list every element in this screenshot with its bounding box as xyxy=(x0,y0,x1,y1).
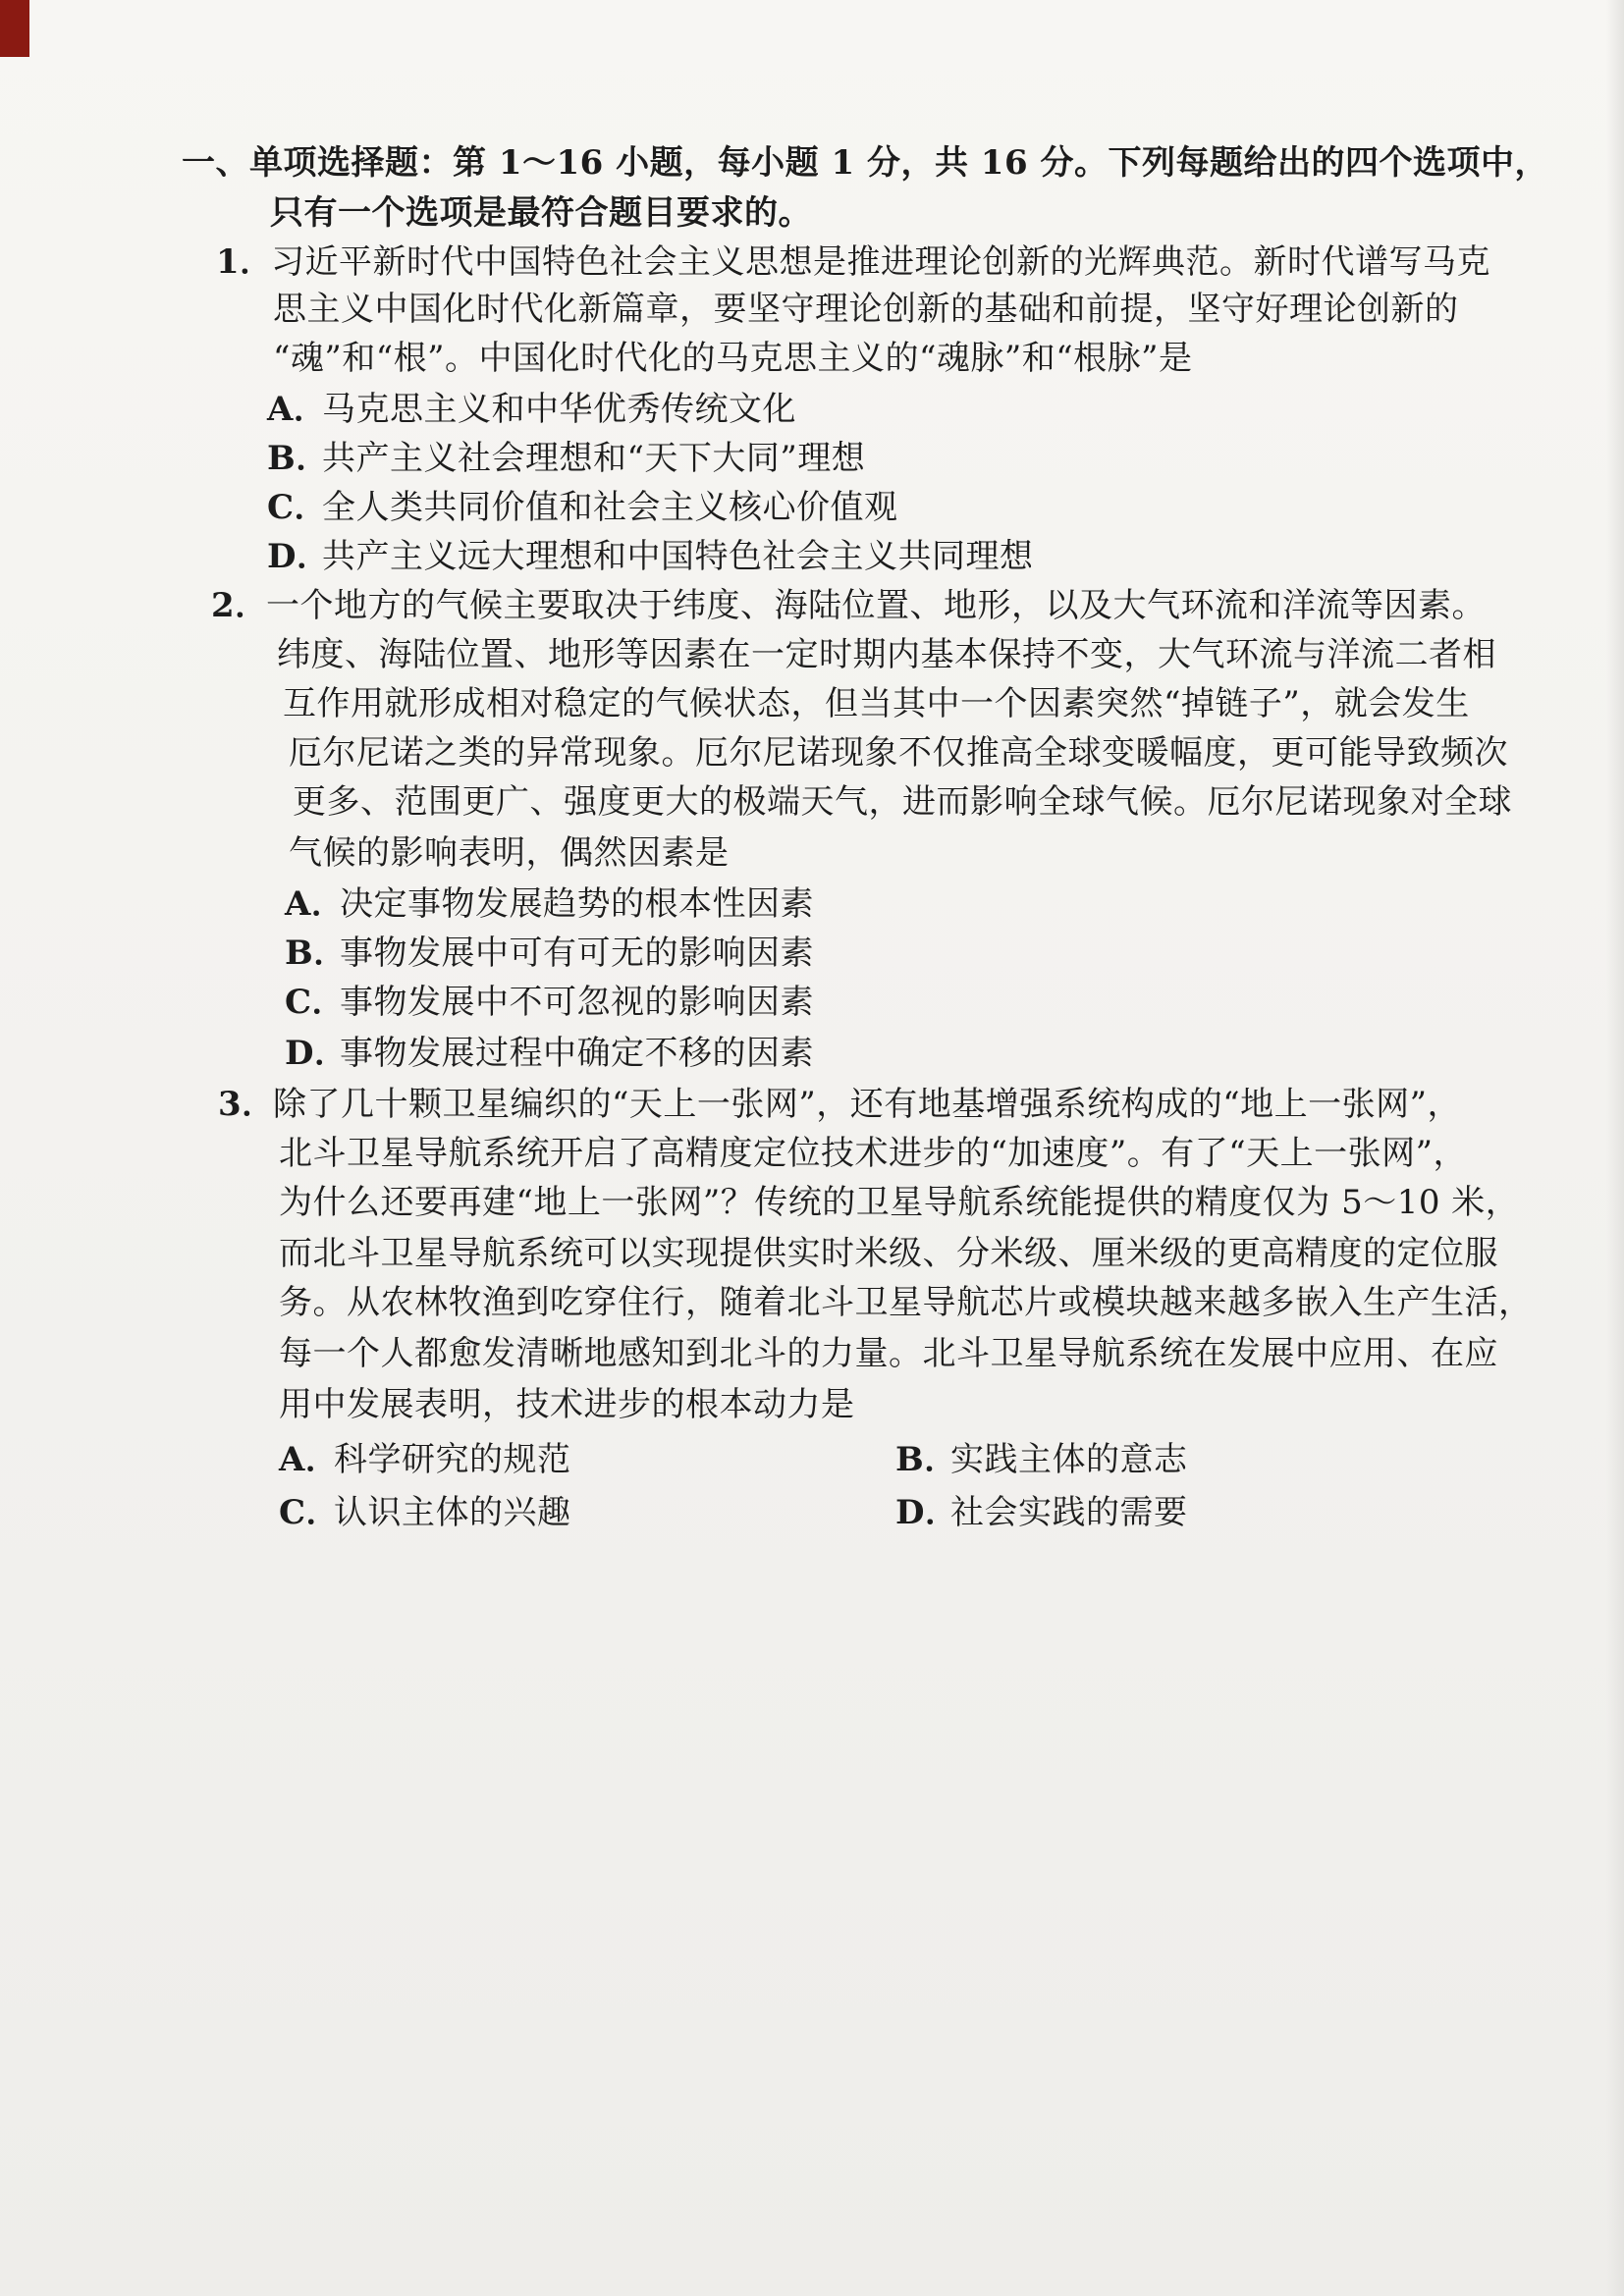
option-letter: A． xyxy=(267,390,328,429)
option-A[interactable] xyxy=(279,1437,571,1482)
option-letter: A． xyxy=(279,1440,340,1479)
question-stem-line: 更多、范围更广、强度更大的极端天气，进而影响全球气候。厄尔尼诺现象对全球 xyxy=(293,782,1512,822)
question-stem-line: 思主义中国化时代化新篇章，要坚守理论创新的基础和前提，坚守好理论创新的 xyxy=(273,290,1459,329)
option-text: 事物发展中可有可无的影响因素 xyxy=(340,934,814,973)
question-stem-line: 厄尔尼诺之类的异常现象。厄尔尼诺现象不仅推高全球变暖幅度，更可能导致频次 xyxy=(289,733,1508,773)
section-title-line-1: 一、单项选择题：第 1～16 小题，每小题 1 分，共 16 分。下列每题给出的四个选项中， xyxy=(182,143,1548,183)
question-stem-line: 一个地方的气候主要取决于纬度、海陆位置、地形，以及大气环流和洋流等因素。 xyxy=(266,586,1486,625)
option-text: 事物发展中不可忽视的影响因素 xyxy=(340,983,814,1022)
question-stem-line: “魂”和“根”。中国化时代化的马克思主义的“魂脉”和“根脉”是 xyxy=(273,339,1193,378)
option-text: 共产主义远大理想和中国特色社会主义共同理想 xyxy=(322,537,1034,576)
question-stem-line: 除了几十颗卫星编织的“天上一张网”，还有地基增强系统构成的“地上一张网”， xyxy=(273,1085,1462,1124)
option-text: 认识主体的兴趣 xyxy=(334,1493,571,1532)
corner-mark xyxy=(0,0,29,57)
question-stem-line: 务。从农林牧渔到吃穿住行，随着北斗卫星导航芯片或模块越来越多嵌入生产生活， xyxy=(279,1283,1533,1322)
question-stem-line: 用中发展表明，技术进步的根本动力是 xyxy=(279,1385,855,1424)
question-stem-line: 而北斗卫星导航系统可以实现提供实时米级、分米级、厘米级的更高精度的定位服 xyxy=(279,1234,1498,1273)
option-letter: C． xyxy=(279,1493,341,1532)
option-text: 全人类共同价值和社会主义核心价值观 xyxy=(322,488,898,527)
question-1 xyxy=(216,240,1490,285)
question-3 xyxy=(218,1082,1461,1127)
question-number: 1． xyxy=(216,242,274,282)
section-title-line-2: 只有一个选项是最符合题目要求的。 xyxy=(270,193,812,233)
option-text: 事物发展过程中确定不移的因素 xyxy=(340,1034,814,1073)
option-letter: B． xyxy=(267,439,330,478)
question-number: 3． xyxy=(218,1085,276,1124)
option-B[interactable] xyxy=(895,1437,1188,1482)
option-text: 共产主义社会理想和“天下大同”理想 xyxy=(322,439,866,478)
question-stem-line: 习近平新时代中国特色社会主义思想是推进理论创新的光辉典范。新时代谱写马克 xyxy=(271,242,1490,282)
question-stem-line: 为什么还要再建“地上一张网”？传统的卫星导航系统能提供的精度仅为 5～10 米， xyxy=(279,1183,1520,1222)
question-stem-line: 气候的影响表明，偶然因素是 xyxy=(289,833,730,873)
option-C[interactable] xyxy=(267,485,898,530)
option-C[interactable] xyxy=(279,1490,571,1535)
option-D[interactable] xyxy=(895,1490,1188,1535)
option-D[interactable] xyxy=(267,534,1034,579)
option-letter: A． xyxy=(285,884,346,924)
page-edge-shadow xyxy=(1606,0,1624,2296)
question-stem-line: 每一个人都愈发清晰地感知到北斗的力量。北斗卫星导航系统在发展中应用、在应 xyxy=(279,1334,1498,1373)
option-text: 实践主体的意志 xyxy=(950,1440,1188,1479)
option-letter: D． xyxy=(267,537,331,576)
option-text: 决定事物发展趋势的根本性因素 xyxy=(340,884,814,924)
option-B[interactable] xyxy=(267,436,865,481)
option-letter: D． xyxy=(285,1034,349,1073)
option-text: 社会实践的需要 xyxy=(950,1493,1188,1532)
option-letter: B． xyxy=(895,1440,958,1479)
option-B[interactable] xyxy=(285,931,814,976)
question-2 xyxy=(211,583,1486,628)
option-letter: B． xyxy=(285,934,348,973)
option-D[interactable] xyxy=(285,1031,814,1076)
option-letter: C． xyxy=(267,488,329,527)
option-letter: D． xyxy=(895,1493,959,1532)
option-text: 马克思主义和中华优秀传统文化 xyxy=(322,390,796,429)
option-C[interactable] xyxy=(285,980,814,1025)
option-text: 科学研究的规范 xyxy=(334,1440,571,1479)
question-stem-line: 纬度、海陆位置、地形等因素在一定时期内基本保持不变，大气环流与洋流二者相 xyxy=(277,635,1496,674)
question-stem-line: 北斗卫星导航系统开启了高精度定位技术进步的“加速度”。有了“天上一张网”， xyxy=(279,1134,1468,1173)
option-letter: C． xyxy=(285,983,347,1022)
option-A[interactable] xyxy=(285,881,814,927)
option-A[interactable] xyxy=(267,387,796,432)
question-stem-line: 互作用就形成相对稳定的气候状态，但当其中一个因素突然“掉链子”，就会发生 xyxy=(283,684,1470,723)
question-number: 2． xyxy=(211,586,269,625)
